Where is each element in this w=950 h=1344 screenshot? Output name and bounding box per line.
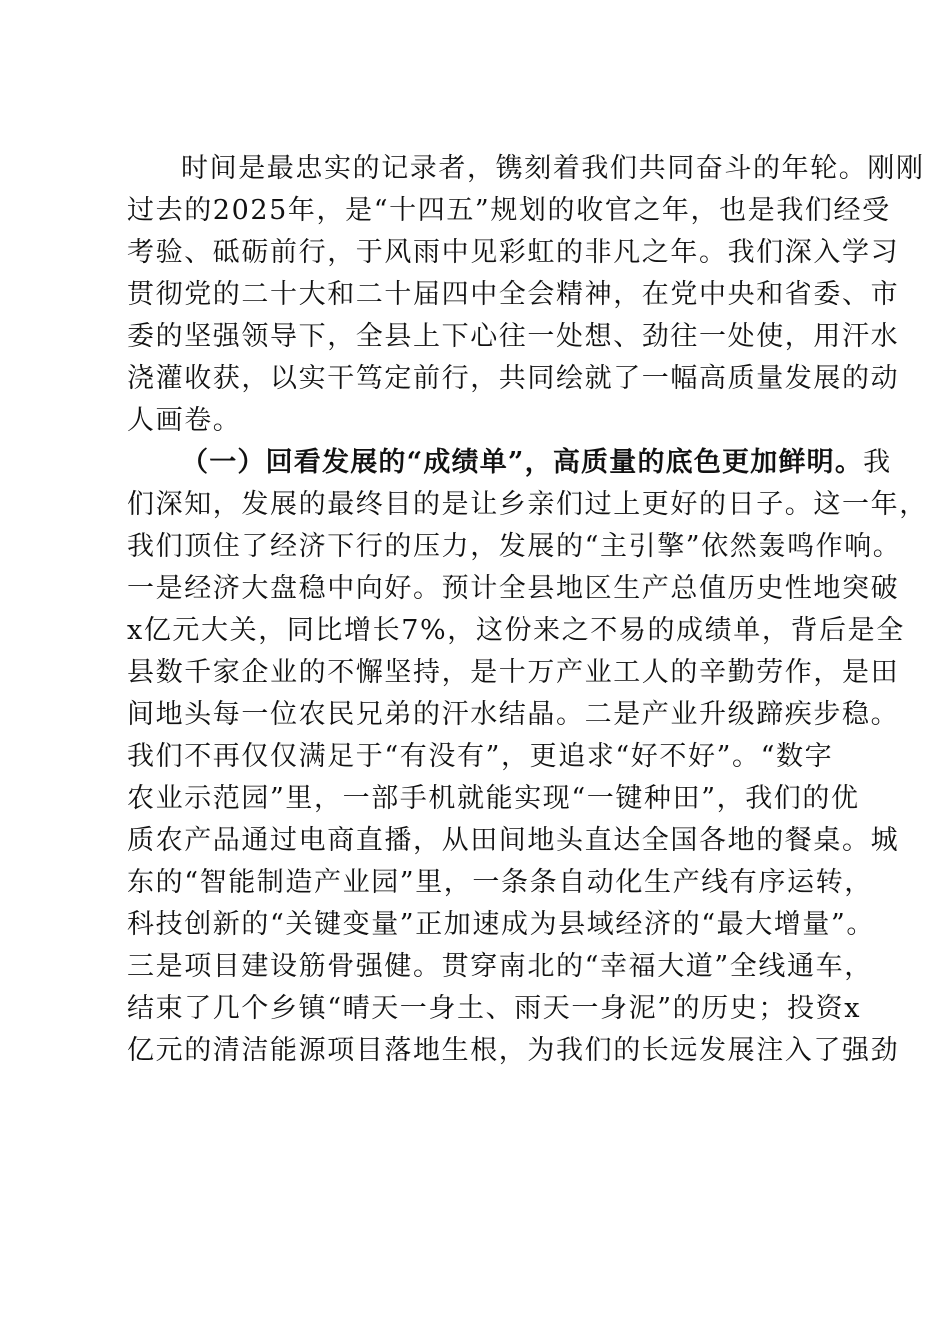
text-line: 人画卷。 [127,405,242,436]
text-line: 一是经济大盘稳中向好。预计全县地区生产总值历史性地突破 [127,573,900,604]
text-line: x亿元大关，同比增长7%，这份来之不易的成绩单，背后是全 [127,615,905,646]
text-line: 我们顶住了经济下行的压力，发展的“主引擎”依然轰鸣作响。 [127,531,902,562]
text-line: 三是项目建设筋骨强健。贯穿南北的“幸福大道”全线通车， [127,951,873,982]
text-line: 我们不再仅仅满足于“有没有”，更追求“好不好”。“数字 [127,741,834,772]
text-line: 贯彻党的二十大和二十届四中全会精神，在党中央和省委、市 [127,279,900,310]
text-line: 农业示范园”里，一部手机就能实现“一键种田”，我们的优 [127,783,860,814]
text-line: 质农产品通过电商直播，从田间地头直达全国各地的餐桌。城 [127,825,900,856]
text-line: 东的“智能制造产业园”里，一条条自动化生产线有序运转， [127,867,873,898]
text-line: 县数千家企业的不懈坚持，是十万产业工人的辛勤劳作，是田 [127,657,900,688]
text-line: 时间是最忠实的记录者，镌刻着我们共同奋斗的年轮。刚刚 [181,153,925,184]
text-line: 委的坚强领导下，全县上下心往一处想、劲往一处使，用汗水 [127,321,900,352]
text-line: 浇灌收获，以实干笃定前行，共同绘就了一幅高质量发展的动 [127,363,900,394]
section-heading-line [127,442,892,484]
text-line: 们深知，发展的最终目的是让乡亲们过上更好的日子。这一年， [127,489,928,520]
text-line: 结束了几个乡镇“晴天一身土、雨天一身泥”的历史；投资x [127,993,862,1024]
paragraph-section-1 [127,442,928,1072]
heading-tail-text: 我 [863,447,892,478]
text-line: 过去的2025年，是“十四五”规划的收官之年，也是我们经受 [127,195,891,226]
document-page [127,148,928,1072]
text-line: 科技创新的“关键变量”正加速成为县域经济的“最大增量”。 [127,909,876,940]
text-line: 间地头每一位农民兄弟的汗水结晶。二是产业升级蹄疾步稳。 [127,699,900,730]
paragraph-intro [127,148,925,442]
text-line: 考验、砥砺前行，于风雨中见彩虹的非凡之年。我们深入学习 [127,237,900,268]
text-line: 亿元的清洁能源项目落地生根，为我们的长远发展注入了强劲 [127,1035,900,1066]
section-heading: （一）回看发展的“成绩单”，高质量的底色更加鲜明。 [181,447,864,478]
